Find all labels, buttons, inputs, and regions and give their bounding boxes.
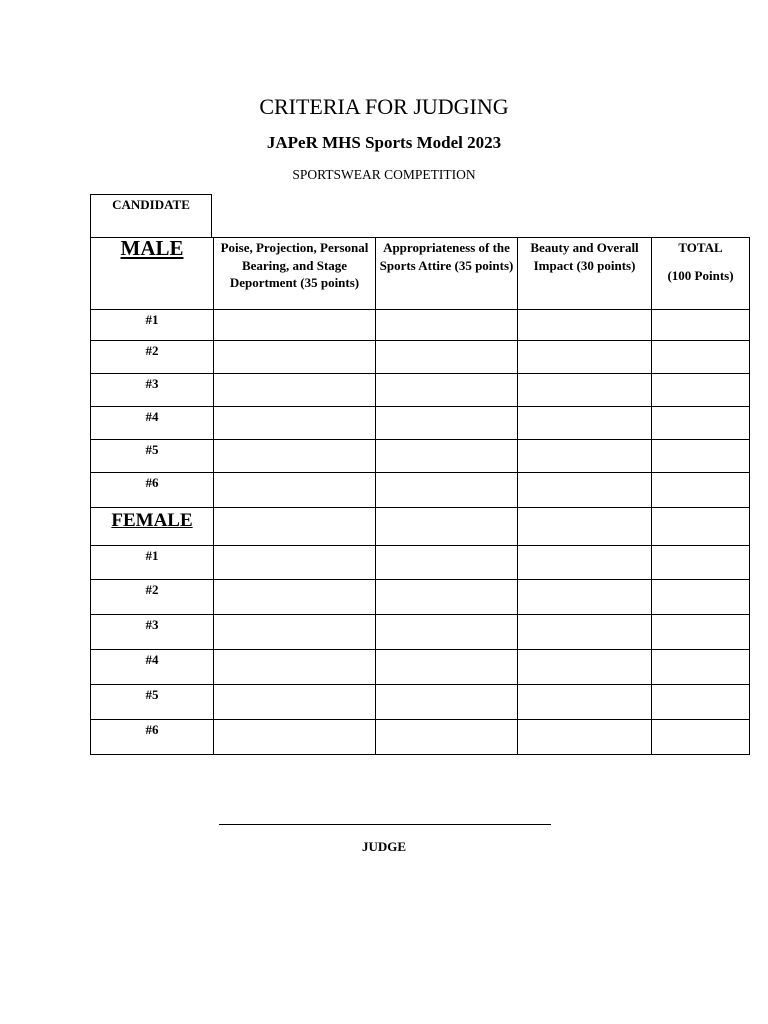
document-title: CRITERIA FOR JUDGING — [259, 94, 509, 119]
female-section-label: FEMALE — [91, 508, 214, 546]
score-cell[interactable] — [376, 440, 518, 473]
table-row — [91, 341, 750, 374]
score-cell[interactable] — [376, 650, 518, 685]
table-row — [91, 580, 750, 615]
candidate-header: CANDIDATE — [90, 194, 212, 237]
score-cell — [376, 508, 518, 546]
table-row — [91, 685, 750, 720]
score-cell[interactable] — [376, 580, 518, 615]
table-row — [91, 473, 750, 508]
total-cell[interactable] — [652, 374, 750, 407]
event-subtitle: JAPeR MHS Sports Model 2023 — [266, 133, 502, 152]
total-cell[interactable] — [652, 310, 750, 341]
score-cell[interactable] — [518, 440, 652, 473]
score-cell[interactable] — [214, 546, 376, 580]
score-cell[interactable] — [518, 720, 652, 755]
score-cell[interactable] — [376, 407, 518, 440]
score-cell[interactable] — [214, 580, 376, 615]
score-cell[interactable] — [214, 440, 376, 473]
total-cell[interactable] — [652, 440, 750, 473]
candidate-number: #3 — [91, 615, 214, 650]
score-cell[interactable] — [214, 473, 376, 508]
total-cell — [652, 508, 750, 546]
score-cell[interactable] — [376, 341, 518, 374]
male-section-label: MALE — [91, 238, 214, 310]
total-cell[interactable] — [652, 341, 750, 374]
candidate-number: #2 — [91, 341, 214, 374]
score-cell[interactable] — [214, 341, 376, 374]
score-cell[interactable] — [376, 685, 518, 720]
total-points: (100 Points) — [667, 267, 734, 283]
candidate-number: #6 — [91, 720, 214, 755]
score-cell[interactable] — [214, 720, 376, 755]
score-cell[interactable] — [376, 473, 518, 508]
score-cell[interactable] — [214, 407, 376, 440]
score-cell[interactable] — [376, 374, 518, 407]
candidate-number: #5 — [91, 685, 214, 720]
score-cell[interactable] — [518, 310, 652, 341]
table-row — [91, 440, 750, 473]
score-cell[interactable] — [376, 546, 518, 580]
total-cell[interactable] — [652, 407, 750, 440]
score-cell[interactable] — [518, 650, 652, 685]
total-header — [652, 238, 750, 310]
score-cell[interactable] — [214, 615, 376, 650]
score-cell[interactable] — [376, 615, 518, 650]
table-row — [91, 650, 750, 685]
total-cell[interactable] — [652, 685, 750, 720]
column-header-row — [91, 238, 750, 310]
table-row — [91, 407, 750, 440]
candidate-number: #3 — [91, 374, 214, 407]
total-cell[interactable] — [652, 473, 750, 508]
score-cell[interactable] — [214, 650, 376, 685]
candidate-number: #1 — [91, 310, 214, 341]
table-row — [91, 720, 750, 755]
score-cell — [518, 508, 652, 546]
score-cell[interactable] — [518, 407, 652, 440]
score-cell — [214, 508, 376, 546]
score-cell[interactable] — [214, 374, 376, 407]
criterion-attire-header: Appropriateness of the Sports Attire (35 points) — [376, 238, 518, 310]
competition-name: SPORTSWEAR COMPETITION — [292, 167, 476, 182]
score-cell[interactable] — [214, 685, 376, 720]
table-row — [91, 546, 750, 580]
candidate-number: #1 — [91, 546, 214, 580]
score-cell[interactable] — [518, 473, 652, 508]
score-cell[interactable] — [214, 310, 376, 341]
table-row — [91, 615, 750, 650]
score-cell[interactable] — [376, 720, 518, 755]
criterion-poise-header: Poise, Projection, Personal Bearing, and Stage Deportment (35 points) — [214, 238, 376, 310]
criterion-beauty-header: Beauty and Overall Impact (30 points) — [518, 238, 652, 310]
table-row — [91, 374, 750, 407]
candidate-number: #2 — [91, 580, 214, 615]
candidate-number: #5 — [91, 440, 214, 473]
total-cell[interactable] — [652, 580, 750, 615]
female-section-row — [91, 508, 750, 546]
signature-line[interactable] — [219, 824, 551, 825]
judging-table — [90, 237, 750, 755]
candidate-number: #4 — [91, 650, 214, 685]
total-cell[interactable] — [652, 650, 750, 685]
score-cell[interactable] — [376, 310, 518, 341]
score-cell[interactable] — [518, 685, 652, 720]
total-cell[interactable] — [652, 720, 750, 755]
total-label: TOTAL — [678, 240, 723, 255]
table-row — [91, 310, 750, 341]
total-cell[interactable] — [652, 615, 750, 650]
score-cell[interactable] — [518, 374, 652, 407]
score-cell[interactable] — [518, 341, 652, 374]
score-cell[interactable] — [518, 546, 652, 580]
candidate-number: #6 — [91, 473, 214, 508]
score-cell[interactable] — [518, 580, 652, 615]
judge-label: JUDGE — [361, 839, 407, 854]
candidate-number: #4 — [91, 407, 214, 440]
total-cell[interactable] — [652, 546, 750, 580]
score-cell[interactable] — [518, 615, 652, 650]
